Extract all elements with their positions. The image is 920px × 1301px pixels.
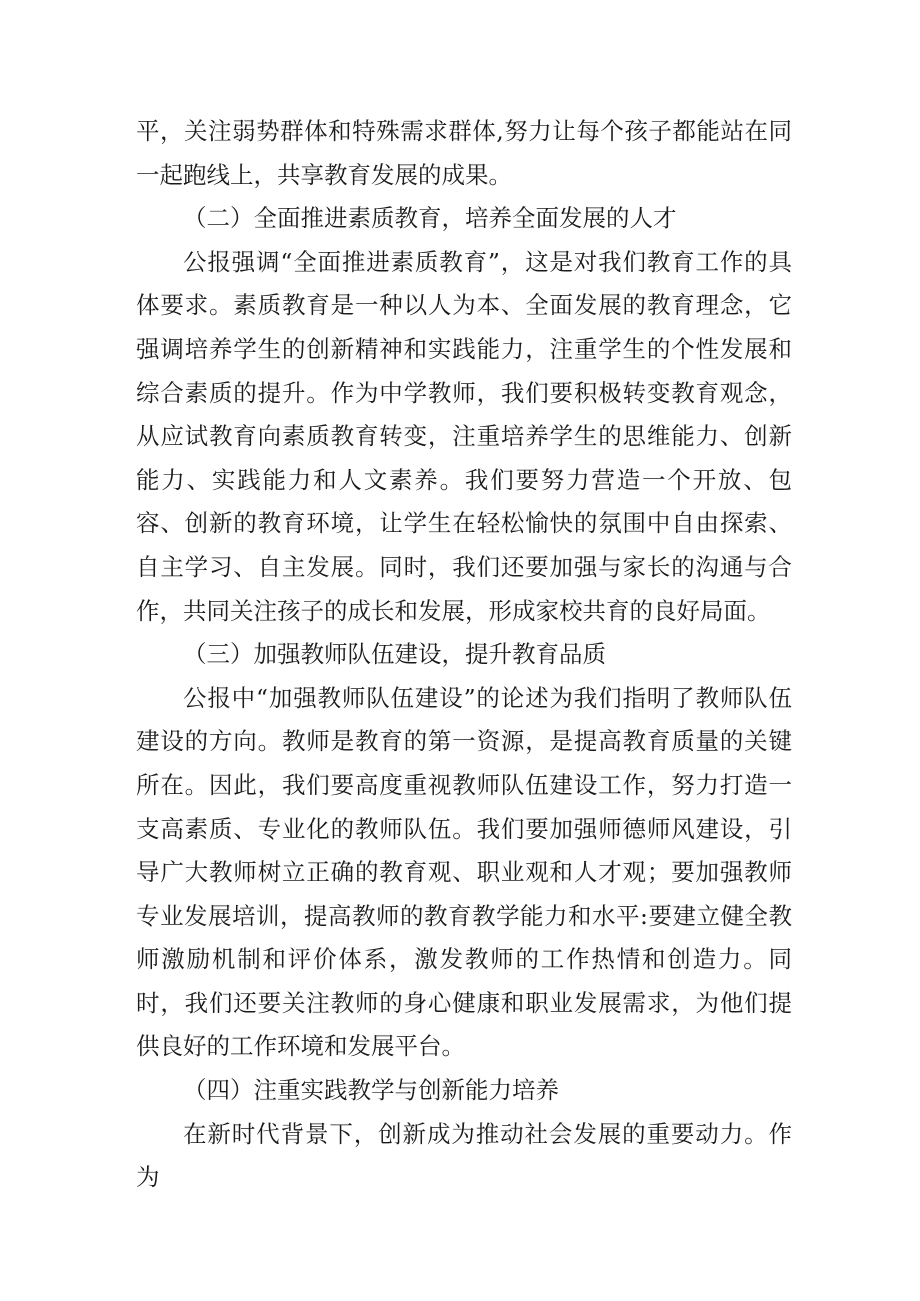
document-page xyxy=(136,110,792,1200)
section-heading-3: （三）加强教师队伍建设，提升教育品质 xyxy=(183,640,606,669)
paragraph-innovation: 在新时代背景下，创新成为推动社会发展的重要动力。作为 xyxy=(136,1119,792,1192)
paragraph-continued: 平，关注弱势群体和特殊需求群体,努力让每个孩子都能站在同一起跑线上，共享教育发展的成果。 xyxy=(136,117,792,189)
section-heading-2: （二）全面推进素质教育，培养全面发展的人才 xyxy=(183,204,677,233)
paragraph-quality-education: 公报强调“全面推进素质教育”，这是对我们教育工作的具体要求。素质教育是一种以人为本、全面发展的教育理念，它强调培养学生的创新精神和实践能力，注重学生的个性发展和综合素质的提升。作为中学教师，我们要积极转变教育观念，从应试教育向素质教育转变，注重培养学生的思维能力、创新能力、实践能力和人文素养。我们要努力营造一个开放、包容、创新的教育环境，让学生在轻松愉快的氛围中自由探索、自主学习、自主发展。同时，我们还要加强与家长的沟通与合作，共同关注孩子的成长和发展，形成家校共育的良好局面。 xyxy=(136,247,792,625)
paragraph-teacher-team: 公报中“加强教师队伍建设”的论述为我们指明了教师队伍建设的方向。教师是教育的第一资源，是提高教育质量的关键所在。因此，我们要高度重视教师队伍建设工作，努力打造一支高素质、专业化的教师队伍。我们要加强师德师风建设，引导广大教师树立正确的教育观、职业观和人才观；要加强教师专业发展培训，提高教师的教育教学能力和水平:要建立健全教师激励机制和评价体系，激发教师的工作热情和创造力。同时，我们还要关注教师的身心健康和职业发展需求，为他们提供良好的工作环境和发展平台。 xyxy=(136,683,792,1061)
section-heading-4: （四）注重实践教学与创新能力培养 xyxy=(183,1076,559,1105)
